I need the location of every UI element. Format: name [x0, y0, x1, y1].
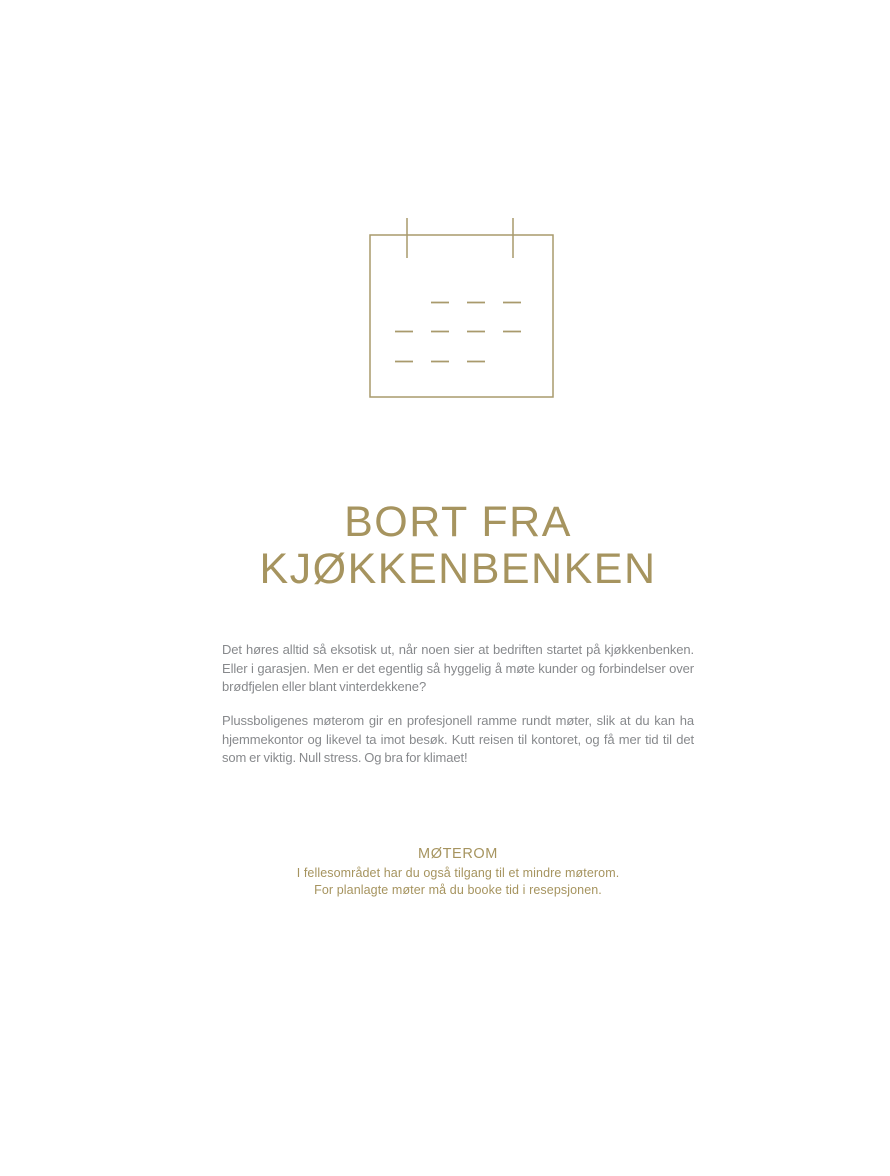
page-title-line-1: BORT FRA	[344, 498, 572, 546]
meeting-room-note-line-1: I fellesområdet har du også tilgang til et mindre møterom.	[296, 866, 620, 880]
meeting-room-note-title: MØTEROM	[418, 846, 498, 862]
calendar-icon	[369, 216, 554, 400]
meeting-room-note-line-2: For planlagte møter må du booke tid i resepsjonen.	[314, 882, 602, 897]
meeting-room-note	[26, 846, 890, 898]
intro-paragraph: Det høres alltid så eksotisk ut, når noen sier at bedriften startet på kjøkkenbenken. Eller i garasjen. Men er det egentlig så hyggelig å møte kunder og forbindelser over brødfjelen eller blant vinterdekkene?	[222, 642, 694, 695]
meeting-room-paragraph: Plussboligenes møterom gir en profesjonell ramme rundt møter, slik at du kan ha hjemmekontor og likevel ta imot besøk. Kutt reisen til kontoret, og få mer tid til det som er viktig. Null stress. Og bra for klimaet!	[222, 713, 694, 766]
calendar-body	[370, 235, 553, 397]
page-title	[26, 499, 890, 593]
calendar-date-dashes	[395, 303, 521, 362]
calendar-rings	[407, 218, 513, 258]
page-title-line-2: KJØKKENBENKEN	[259, 545, 657, 593]
